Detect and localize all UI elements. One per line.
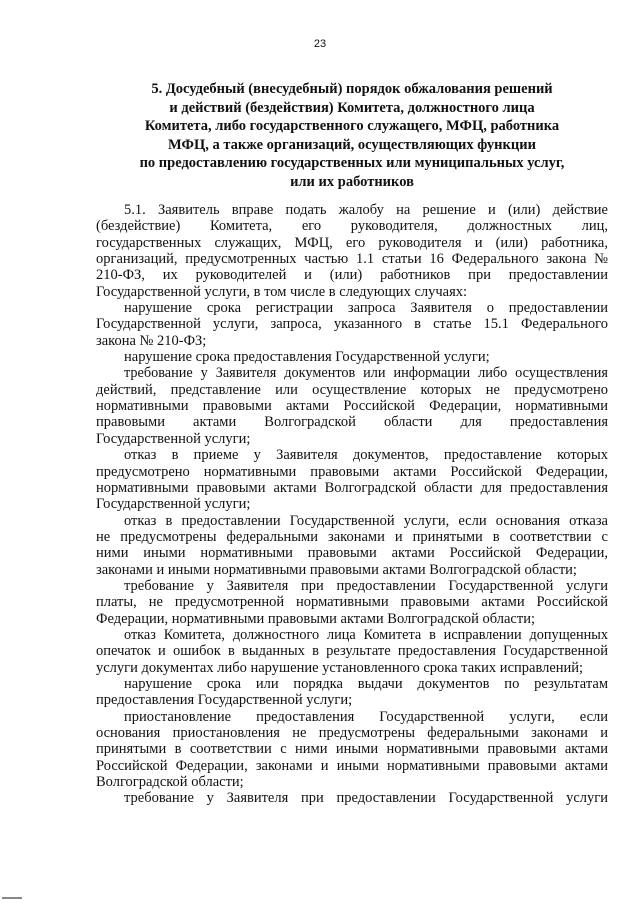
body-line: принятыми в соответствии с ними иными нормативными правовыми актами [96,741,608,758]
body-line: правовыми актами Волгоградской области для предоставления [96,414,608,431]
body-line: услуги документах либо нарушение установленного срока таких исправлений; [96,659,584,676]
heading-line: и действий (бездействия) Комитета, должностного лица [169,99,535,116]
page-number: 23 [313,38,327,50]
body-line: опечаток и ошибок в выданных в результате предоставления Государственной [96,643,608,660]
body-line: платы, не предусмотренной нормативными правовыми актами Российской [96,594,608,611]
body-line: предусмотрено нормативными правовыми актами Российской Федерации, [96,463,608,480]
body-line: 210-ФЗ, их руководителей и (или) работников при предоставлении [96,267,608,284]
body-line: Государственной услуги; [96,496,251,513]
body-line: отказ в приеме у Заявителя документов, предоставление которых [124,447,608,464]
body-line: приостановление предоставления Государственной услуги, если [124,708,608,725]
body-line: Федерации, нормативными правовыми актами Волгоградской области; [96,610,535,627]
body-line: (бездействие) Комитета, его руководителя, должностных лиц, [96,218,608,235]
body-line: нарушение срока регистрации запроса Заявителя о предоставлении [124,300,608,317]
scan-artifact [2,897,22,899]
body-line: отказ в предоставлении Государственной услуги, если основания отказа [124,512,608,529]
body-line: Государственной услуги, в том числе в следующих случаях: [96,283,468,300]
body-line: ними иными нормативными правовыми актами Российской Федерации, [96,545,608,562]
body-line: основания приостановления не предусмотрены федеральными законами и [96,725,608,741]
body-line: Государственной услуги, запроса, указанного в статье 15.1 Федерального [96,316,608,333]
body-line: 5.1. Заявитель вправе подать жалобу на решение и (или) действие [124,202,608,218]
body-line: действий, представление или осуществление которых не предусмотрено [96,381,608,398]
body-line: закона № 210-ФЗ; [96,332,207,349]
body-line: нарушение срока или порядка выдачи документов по результатам [124,675,608,692]
body-line: государственных служащих, МФЦ, его руководителя и (или) работника, [96,234,608,251]
heading-line: или их работников [290,173,414,190]
body-line: предоставления Государственной услуги; [96,692,353,709]
document-body [96,202,608,807]
body-line: законами и иными нормативными правовыми актами Волгоградской области; [96,561,577,578]
body-line: не предусмотрены федеральными законами и принятыми в соответствии с [96,528,608,545]
body-line: Российской Федерации, законами и иными нормативными правовыми актами [96,757,608,774]
heading-line: по предоставлению государственных или муниципальных услуг, [139,155,565,171]
body-line: требование у Заявителя при предоставлении Государственной услуги [124,790,608,807]
body-line: нормативными правовыми актами Волгоградской области для предоставления [96,479,608,496]
heading-line: Комитета, либо государственного служащего, МФЦ, работника [144,118,560,134]
heading-line: 5. Досудебный (внесудебный) порядок обжалования решений [151,81,553,97]
section-heading [96,80,608,191]
body-line: требование у Заявителя при предоставлении Государственной услуги [124,577,608,594]
body-line: организаций, предусмотренных частью 1.1 статьи 16 Федерального закона № [96,251,608,268]
body-line: требование у Заявителя документов или информации либо осуществления [124,365,608,382]
body-line: Волгоградской области; [96,774,244,791]
body-line: отказ Комитета, должностного лица Комитета в исправлении допущенных [124,626,608,643]
body-line: Государственной услуги; [96,430,251,447]
body-line: нарушение срока предоставления Государственной услуги; [124,349,490,366]
heading-line: МФЦ, а также организаций, осуществляющих функции [168,136,536,153]
body-line: нормативными правовыми актами Российской Федерации, нормативными [96,398,608,415]
